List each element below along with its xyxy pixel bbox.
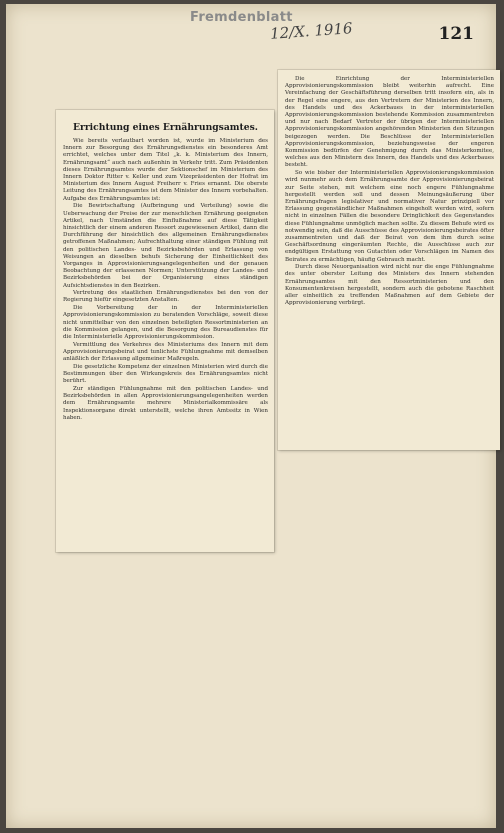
page-number: 121 bbox=[438, 24, 474, 44]
article-paragraph: Vermittlung des Verkehres des Ministeriums des Innern mit dem Approvisionierungsbeirat und tunlichste Fühlungnahme mit demselben anläßlich der Erlassung allgemeiner Maßregeln. bbox=[63, 341, 268, 363]
handwritten-date: 12/X. 1916 bbox=[269, 19, 354, 43]
article-paragraph: Vertretung des staatlichen Ernährungsdienstes bei den von der Regierung hiefür eingesetzten Anstalten. bbox=[63, 290, 268, 304]
article-title: Errichtung eines Ernährungsamtes. bbox=[73, 122, 258, 133]
article-paragraph: Die Vorbereitung der in der Interministeriellen Approvisionierungskommission zu beratenden Vorschläge, soweit diese nicht unmittelbar von den einzelnen beteiligten Ressortministerien an die Kommission gelangen, und die Besorgung des Bureaudienstes für die Interministerielle Approvisionierungskommission. bbox=[63, 305, 268, 340]
archive-page bbox=[6, 4, 496, 828]
newspaper-clipping-left bbox=[56, 110, 274, 552]
article-paragraph: Die Bewirtschaftung (Aufbringung und Verteilung) sowie die Ueberwachung der Preise der zur menschlichen Ernährung geeigneten Artikel, nach Umständen die Einflußnahme auf diese Tätigkeit hinsichtlich der einem anderen Ressort zugewiesenen Artikel, dann die Durchführung der hinsichtlich des allgemeinen Ernährungsdienstes getroffenen Maßnahmen; Aufrechthaltung einer ständigen Fühlung mit den politischen Landes- und Bezirksbehörden und Erlassung von Weisungen an dieselben behufs Sicherung der Einheitlichkeit des Vorganges in Approvisionierungsangelegenheiten und der genauen Beobachtung der erlassenen Normen; Unterstützung der Landes- und Bezirksbehörden bei der Organisierung eines ständigen Aufsichtsdienstes in den Bezirken. bbox=[63, 203, 268, 289]
article-paragraph: Wie bereits verlautbart worden ist, wurde im Ministerium des Innern zur Besorgung des Ernährungsdienstes ein besonderes Amt errichtet, welches unter dem Titel „k. k. Ministerium des Innern, Ernährungsamt“ auch nach außenhin in Verkehr tritt. Zum Präsidenten dieses Ernährungsamtes wurde der Sektionschef im Ministerium des Innern Doktor Ritter v. Keller und zum Vizepräsidenten der Hofrat im Ministerium des Innern August Freiherr v. Fries ernannt. Die oberste Leitung des Ernährungsamtes ist dem Minister des Innern vorbehalten. Aufgabe des Ernährungsamtes ist: bbox=[63, 138, 268, 202]
article-paragraph: Die gesetzliche Kompetenz der einzelnen Ministerien wird durch die Bestimmungen über den Wirkungskreis des Ernährungsamtes nicht berührt. bbox=[63, 363, 268, 385]
newspaper-clipping-right bbox=[278, 70, 500, 450]
article-paragraph: So wie bisher der Interministeriellen Approvisionierungskommission wird nunmehr auch dem Ernährungsamte der Approvisionierungsbeirat zur Seite stehen, mit welchem eine noch engere Fühlungnahme hergestellt werden soll und dessen Meinungsäußerung über Ernährungsfragen legislativer und normativer Natur prinzipiell vor Erlassung gegenständlicher Maßnahmen eingeholt werden wird, sofern nicht in einzelnen Fällen die besondere Dringlichkeit des Gegenstandes diese Fühlungnahme unmöglich machen sollte. Zu diesem Behufe wird es notwendig sein, daß die Ausschüsse des Approvisionierungsbeirates öfter zusammentreten und daß der Beirat von dem ihm durch seine Geschäftsordnung eingeräumten Rechte, die Ausschüsse auch zur endgültigen Erstattung von Gutachten oder Vorschlägen im Namen des Beirates zu ermächtigen, häufig Gebrauch macht. bbox=[285, 170, 494, 263]
newspaper-source-stamp: Fremdenblatt bbox=[190, 10, 293, 25]
article-paragraph: Zur ständigen Fühlungnahme mit den politischen Landes- und Bezirksbehörden in allen Approvisionierungsangelegenheiten werden dem Ernährungsamte mehrere Ministerialkommissäre als Inspektionsorgane direkt unterstellt, welche ihren Amtssitz in Wien haben. bbox=[63, 385, 268, 421]
article-paragraph: Durch diese Neuorganisation wird nicht nur die enge Fühlungnahme des unter oberster Leitung des Ministers des Innern stehenden Ernährungsamtes mit den Ressortministerien und den Konsumentenkreisen hergestellt, sondern auch die gebotene Raschheit aller einheitlich zu treffenden Maßnahmen auf dem Gebiete der Approvisionierung verbürgt. bbox=[285, 264, 494, 307]
article-paragraph: Die Einrichtung der Interministeriellen Approvisionierungskommission bleibt weiterhin aufrecht. Eine Vereinfachung der Geschäftsführung derselben tritt insofern ein, als in der Regel eine engere, aus den Vertretern der Ministerien des Innern, des Handels und des Ackerbaues in der interministeriellen Approvisionierungskommission bestehende Kommission zusammentreten und nur nach Bedarf Vertreter der übrigen der Interministeriellen Approvisionierungskommission angehörenden Ministerien den Sitzungen beigezogen werden. Die Beschlüsse der Interministeriellen Approvisionierungskommission, beziehungsweise der engeren Kommission bedürfen der Genehmigung durch das Ministerkomitee, welches aus den Ministern des Innern, des Handels und des Ackerbaues besteht. bbox=[285, 76, 494, 169]
